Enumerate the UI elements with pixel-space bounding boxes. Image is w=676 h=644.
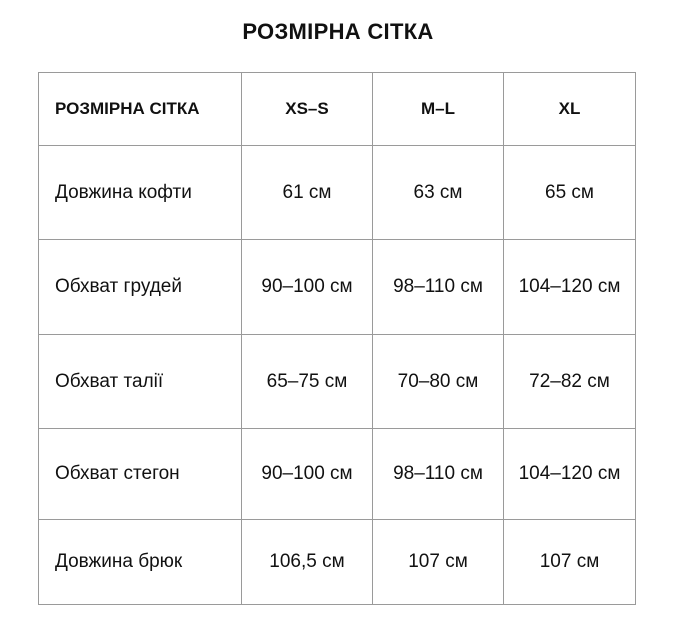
row-label: Обхват стегон — [39, 429, 242, 520]
header-cell-parameter: РОЗМІРНА СІТКА — [39, 73, 242, 146]
table-cell: 63 см — [373, 146, 504, 240]
header-cell-m-l: M–L — [373, 73, 504, 146]
table-row — [39, 429, 636, 520]
table-row — [39, 146, 636, 240]
table-cell: 106,5 см — [242, 520, 373, 605]
table-cell: 98–110 см — [373, 240, 504, 335]
size-chart-table — [38, 72, 636, 605]
table-header-row — [39, 73, 636, 146]
table-cell: 98–110 см — [373, 429, 504, 520]
table-cell: 104–120 см — [504, 429, 636, 520]
table-cell: 90–100 см — [242, 429, 373, 520]
table-cell: 107 см — [504, 520, 636, 605]
table-row — [39, 240, 636, 335]
table-cell: 70–80 см — [373, 335, 504, 429]
header-cell-xl: XL — [504, 73, 636, 146]
table-row — [39, 520, 636, 605]
table-row — [39, 335, 636, 429]
table-cell: 72–82 см — [504, 335, 636, 429]
table-cell: 61 см — [242, 146, 373, 240]
table-cell: 65–75 см — [242, 335, 373, 429]
row-label: Довжина брюк — [39, 520, 242, 605]
table-cell: 90–100 см — [242, 240, 373, 335]
table-cell: 104–120 см — [504, 240, 636, 335]
row-label: Обхват талії — [39, 335, 242, 429]
header-cell-xs-s: XS–S — [242, 73, 373, 146]
row-label: Обхват грудей — [39, 240, 242, 335]
table-cell: 107 см — [373, 520, 504, 605]
page-title: РОЗМІРНА СІТКА — [242, 19, 434, 44]
table-cell: 65 см — [504, 146, 636, 240]
row-label: Довжина кофти — [39, 146, 242, 240]
